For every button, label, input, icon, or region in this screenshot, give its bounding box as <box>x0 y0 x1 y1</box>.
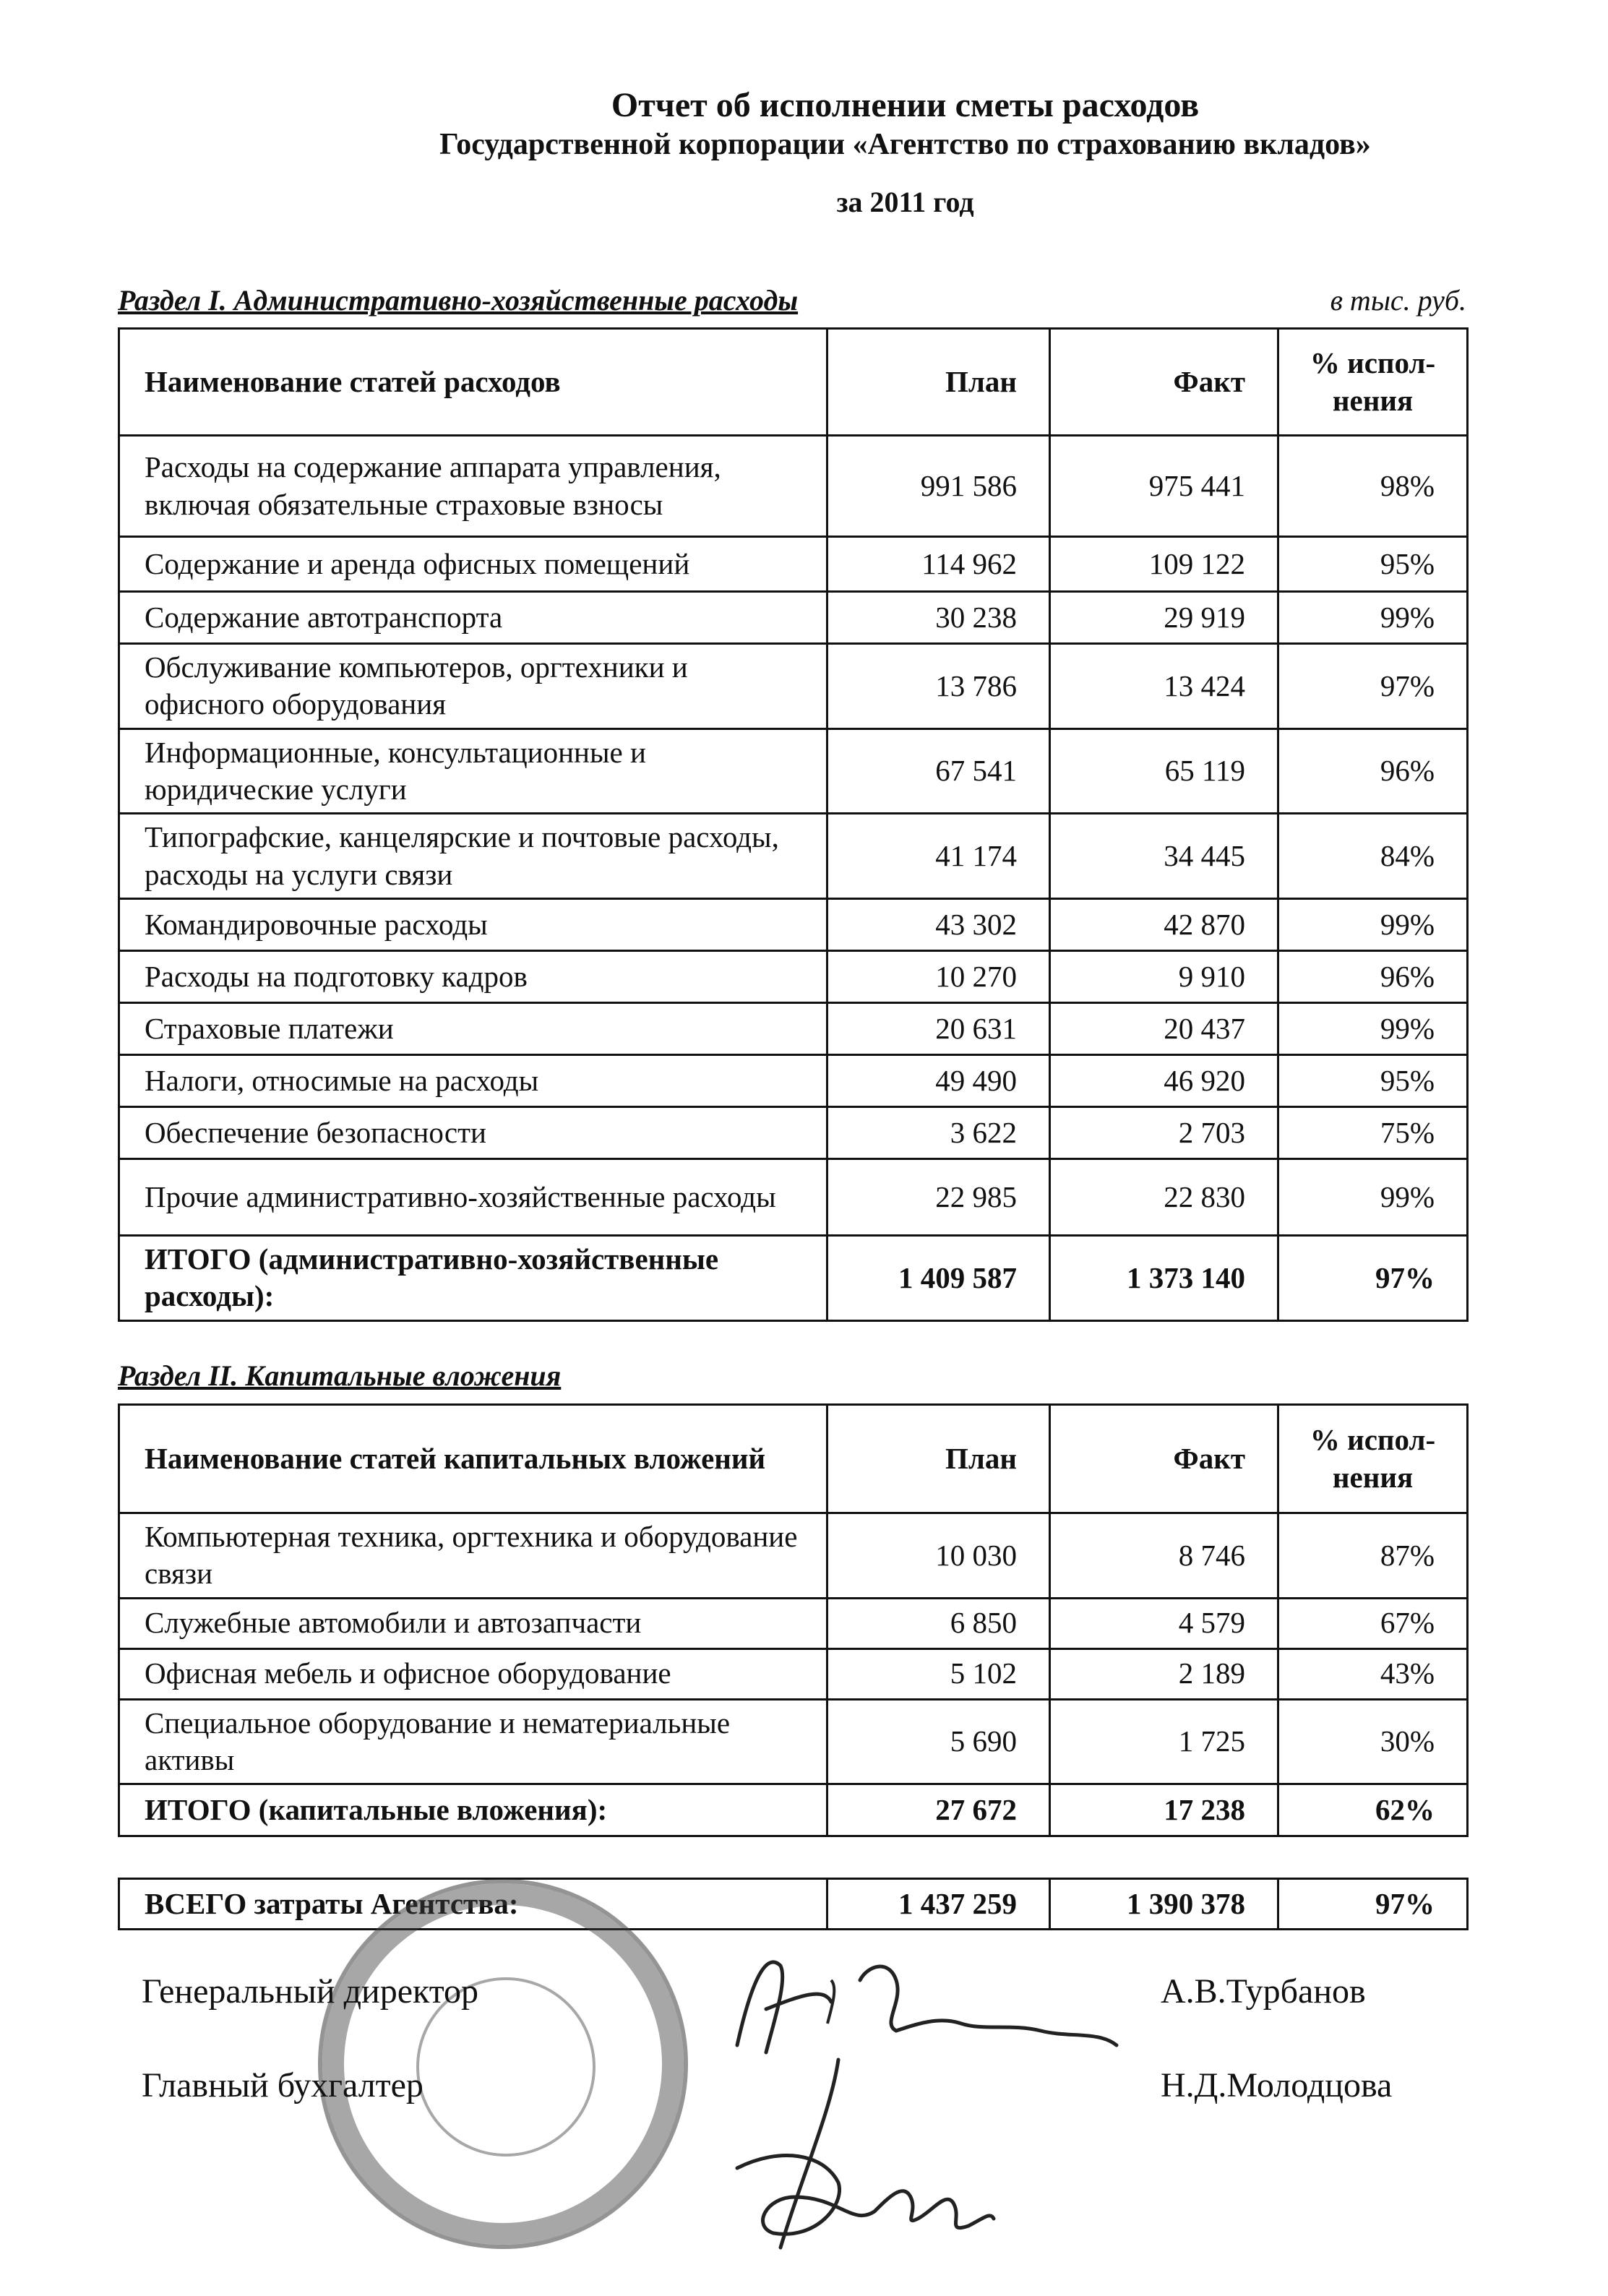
cell-plan: 10 270 <box>827 951 1050 1003</box>
cell-fact: 109 122 <box>1050 537 1278 592</box>
cell-name: Обеспечение безопасности <box>119 1107 827 1159</box>
report-title: Отчет об исполнении сметы расходов <box>611 86 1200 124</box>
cell-name: Страховые платежи <box>119 1003 827 1055</box>
cell-fact: 9 910 <box>1050 951 1278 1003</box>
cell-name: Компьютерная техника, оргтехника и оборудование связи <box>119 1513 827 1599</box>
cell-name: Командировочные расходы <box>119 899 827 951</box>
cell-fact: 2 189 <box>1050 1648 1278 1699</box>
capital-table-body <box>119 1513 1468 1836</box>
cell-name: Специальное оборудование и нематериальные активы <box>119 1699 827 1784</box>
cell-name: Содержание автотранспорта <box>119 592 827 644</box>
grand-total-fact: 1 390 378 <box>1050 1879 1278 1930</box>
table-row <box>119 1107 1468 1159</box>
total-row <box>119 1236 1468 1321</box>
column-header-pct: % испол- нения <box>1278 1405 1468 1513</box>
cell-fact: 8 746 <box>1050 1513 1278 1599</box>
admin-expenses-table <box>118 327 1469 1322</box>
table-header-row <box>119 1405 1468 1513</box>
cell-name: Типографские, канцелярские и почтовые расходы, расходы на услуги связи <box>119 814 827 899</box>
cell-plan: 30 238 <box>827 592 1050 644</box>
table-row <box>119 951 1468 1003</box>
cell-name: Расходы на содержание аппарата управления, включая обязательные страховые взносы <box>119 436 827 537</box>
table-row <box>119 899 1468 951</box>
total-plan: 27 672 <box>827 1784 1050 1836</box>
cell-plan: 6 850 <box>827 1598 1050 1648</box>
cell-pct: 99% <box>1278 1003 1468 1055</box>
table-row <box>119 1513 1468 1599</box>
cell-pct: 98% <box>1278 436 1468 537</box>
cell-pct: 95% <box>1278 1055 1468 1107</box>
table-row <box>119 1003 1468 1055</box>
table-row <box>119 436 1468 537</box>
grand-total-pct: 97% <box>1278 1879 1468 1930</box>
cell-plan: 43 302 <box>827 899 1050 951</box>
cell-pct: 95% <box>1278 537 1468 592</box>
cell-fact: 22 830 <box>1050 1159 1278 1236</box>
total-name: ИТОГО (административно-хозяйственные расходы): <box>119 1236 827 1321</box>
cell-plan: 67 541 <box>827 728 1050 814</box>
handwritten-signature-accountant <box>694 2052 997 2269</box>
section2-header <box>118 1359 1466 1393</box>
cell-plan: 13 786 <box>827 644 1050 729</box>
table-row <box>119 1648 1468 1699</box>
cell-name: Служебные автомобили и автозапчасти <box>119 1598 827 1648</box>
cell-plan: 20 631 <box>827 1003 1050 1055</box>
cell-fact: 4 579 <box>1050 1598 1278 1648</box>
signatory-name: Н.Д.Молодцова <box>1161 2066 1393 2104</box>
table-row <box>119 592 1468 644</box>
cell-plan: 22 985 <box>827 1159 1050 1236</box>
cell-plan: 41 174 <box>827 814 1050 899</box>
cell-pct: 96% <box>1278 728 1468 814</box>
cell-plan: 10 030 <box>827 1513 1050 1599</box>
cell-name: Информационные, консультационные и юридические услуги <box>119 728 827 814</box>
section1-header <box>118 283 1466 317</box>
cell-name: Офисная мебель и офисное оборудование <box>119 1648 827 1699</box>
total-fact: 1 373 140 <box>1050 1236 1278 1321</box>
total-pct: 62% <box>1278 1784 1468 1836</box>
signatory-role: Генеральный директор <box>142 1972 479 2011</box>
total-name: ИТОГО (капитальные вложения): <box>119 1784 827 1836</box>
column-header-plan: План <box>827 1405 1050 1513</box>
total-fact: 17 238 <box>1050 1784 1278 1836</box>
cell-fact: 46 920 <box>1050 1055 1278 1107</box>
cell-pct: 67% <box>1278 1598 1468 1648</box>
cell-fact: 13 424 <box>1050 644 1278 729</box>
grand-total-row <box>119 1879 1468 1930</box>
table-header-row <box>119 329 1468 436</box>
cell-pct: 99% <box>1278 899 1468 951</box>
table-row <box>119 644 1468 729</box>
cell-fact: 20 437 <box>1050 1003 1278 1055</box>
cell-fact: 2 703 <box>1050 1107 1278 1159</box>
cell-plan: 49 490 <box>827 1055 1050 1107</box>
cell-plan: 5 690 <box>827 1699 1050 1784</box>
admin-table-body <box>119 436 1468 1321</box>
cell-fact: 65 119 <box>1050 728 1278 814</box>
cell-pct: 84% <box>1278 814 1468 899</box>
column-header-name: Наименование статей расходов <box>119 329 827 436</box>
cell-fact: 975 441 <box>1050 436 1278 537</box>
cell-plan: 991 586 <box>827 436 1050 537</box>
cell-pct: 43% <box>1278 1648 1468 1699</box>
section2-title: Раздел II. Капитальные вложения <box>118 1359 562 1392</box>
cell-name: Обслуживание компьютеров, оргтехники и офисного оборудования <box>119 644 827 729</box>
cell-fact: 29 919 <box>1050 592 1278 644</box>
cell-plan: 3 622 <box>827 1107 1050 1159</box>
units-label: в тыс. руб. <box>1330 284 1466 317</box>
cell-pct: 75% <box>1278 1107 1468 1159</box>
cell-name: Содержание и аренда офисных помещений <box>119 537 827 592</box>
cell-pct: 97% <box>1278 644 1468 729</box>
cell-name: Расходы на подготовку кадров <box>119 951 827 1003</box>
report-subtitle: Государственной корпорации «Агентство по страхованию вкладов» <box>439 128 1371 161</box>
grand-total-plan: 1 437 259 <box>827 1879 1050 1930</box>
cell-plan: 114 962 <box>827 537 1050 592</box>
table-row <box>119 1159 1468 1236</box>
table-row <box>119 1699 1468 1784</box>
cell-pct: 99% <box>1278 1159 1468 1236</box>
cell-pct: 87% <box>1278 1513 1468 1599</box>
grand-total-table <box>118 1878 1469 1930</box>
cell-fact: 34 445 <box>1050 814 1278 899</box>
table-row <box>119 537 1468 592</box>
cell-name: Прочие административно-хозяйственные расходы <box>119 1159 827 1236</box>
cell-pct: 30% <box>1278 1699 1468 1784</box>
total-row <box>119 1784 1468 1836</box>
total-pct: 97% <box>1278 1236 1468 1321</box>
total-plan: 1 409 587 <box>827 1236 1050 1321</box>
signatory-role: Главный бухгалтер <box>142 2066 424 2104</box>
capital-investments-table <box>118 1403 1469 1837</box>
column-header-pct: % испол- нения <box>1278 329 1468 436</box>
report-period: за 2011 год <box>836 186 974 218</box>
table-row <box>119 728 1468 814</box>
cell-fact: 1 725 <box>1050 1699 1278 1784</box>
signatory-name: А.В.Турбанов <box>1161 1972 1366 2011</box>
grand-total-label: ВСЕГО затраты Агентства: <box>119 1879 827 1930</box>
section1-title: Раздел I. Административно-хозяйственные расходы <box>118 284 799 317</box>
cell-pct: 96% <box>1278 951 1468 1003</box>
table-row <box>119 1055 1468 1107</box>
column-header-fact: Факт <box>1050 1405 1278 1513</box>
column-header-fact: Факт <box>1050 329 1278 436</box>
column-header-plan: План <box>827 329 1050 436</box>
cell-name: Налоги, относимые на расходы <box>119 1055 827 1107</box>
cell-fact: 42 870 <box>1050 899 1278 951</box>
table-row <box>119 1598 1468 1648</box>
cell-plan: 5 102 <box>827 1648 1050 1699</box>
official-seal-stamp <box>318 1879 688 2249</box>
cell-pct: 99% <box>1278 592 1468 644</box>
table-row <box>119 814 1468 899</box>
column-header-name: Наименование статей капитальных вложений <box>119 1405 827 1513</box>
